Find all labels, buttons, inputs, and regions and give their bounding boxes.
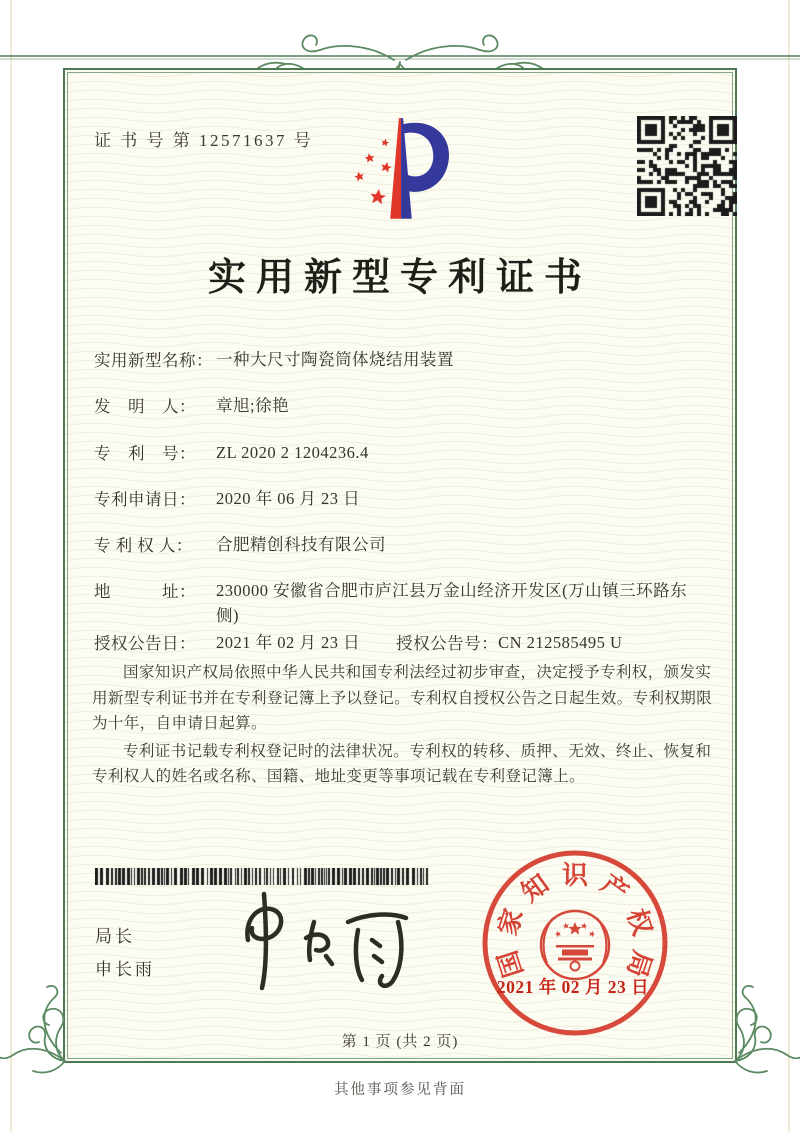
svg-text:家: 家 (492, 905, 529, 939)
field-value: 2021 年 02 月 23 日 (216, 633, 361, 652)
field-label: 授权公告日： (94, 634, 196, 653)
svg-text:权: 权 (621, 905, 658, 939)
field-row-patent-no (94, 440, 724, 465)
certificate-title: 实用新型专利证书 (207, 257, 592, 299)
commissioner-signature (225, 888, 425, 998)
field-row-address (94, 578, 724, 628)
seal-date: 2021 年 02 月 23 日 (496, 977, 650, 997)
field-value: 一种大尺寸陶瓷筒体烧结用装置 (216, 350, 454, 369)
field-row-grant (94, 630, 724, 655)
field-label: 地 址： (94, 582, 196, 601)
back-side-note: 其他事项参见背面 (334, 1082, 466, 1098)
field-value: 230000 安徽省合肥市庐江县万金山经济开发区(万山镇三环路东侧) (216, 581, 688, 625)
field-row-name (94, 347, 724, 372)
field-value: 2020 年 06 月 23 日 (216, 489, 361, 508)
field-row-inventor (94, 393, 724, 418)
legal-text (92, 660, 714, 792)
field-label: 专 利 号： (94, 444, 196, 463)
field-value: 合肥精创科技有限公司 (216, 535, 386, 554)
field-value: CN 212585495 U (498, 633, 623, 652)
field-value: ZL 2020 2 1204236.4 (216, 443, 369, 462)
legal-paragraph-1: 国家知识产权局依照中华人民共和国专利法经过初步审查，决定授予专利权，颁发实用新型专利证书并在专利登记簿上予以登记。专利权自授权公告之日起生效。专利权期限为十年，自申请日起算。 (92, 664, 713, 732)
field-row-filing-date (94, 486, 724, 511)
commissioner-name: 申长雨 (95, 960, 155, 979)
certificate-number: 证 书 号 第 12571637 号 (94, 131, 314, 150)
field-label: 专利申请日： (94, 490, 196, 509)
qr-code (637, 116, 737, 216)
cnipa-logo-icon (333, 112, 473, 230)
field-row-patentee (94, 532, 724, 557)
barcode (95, 868, 430, 885)
svg-text:国: 国 (492, 947, 529, 981)
svg-text:局: 局 (621, 947, 658, 981)
field-label: 实用新型名称： (94, 351, 213, 370)
page-number: 第 1 页 (共 2 页) (341, 1034, 459, 1050)
field-label: 专 利 权 人： (94, 536, 193, 555)
svg-text:知: 知 (516, 869, 555, 908)
svg-text:识: 识 (561, 861, 589, 890)
field-label: 授权公告号： (396, 634, 499, 653)
svg-text:产: 产 (595, 869, 634, 908)
legal-paragraph-2: 专利证书记载专利权登记时的法律状况。专利权的转移、质押、无效、终止、恢复和专利权人的姓名或名称、国籍、地址变更等事项记载在专利登记簿上。 (92, 742, 712, 785)
commissioner-title: 局长 (95, 927, 135, 946)
field-label: 发 明 人： (94, 397, 196, 416)
official-seal (477, 845, 673, 1041)
field-value: 章旭;徐艳 (216, 396, 290, 415)
